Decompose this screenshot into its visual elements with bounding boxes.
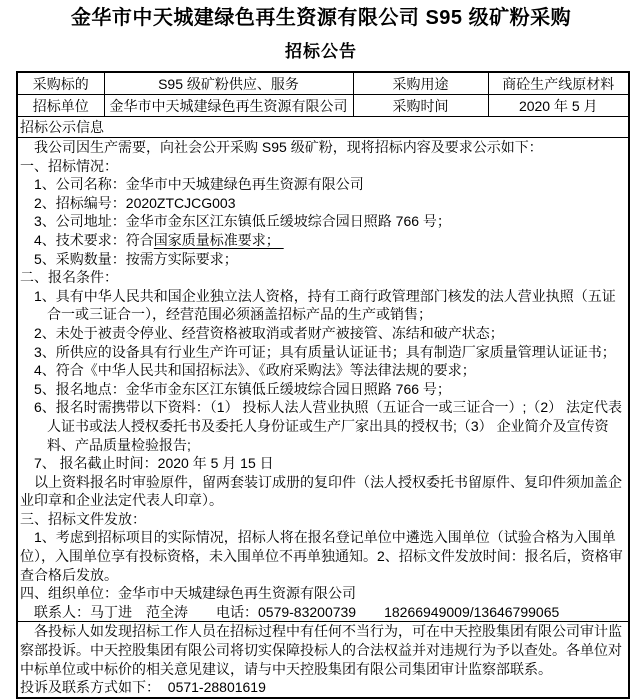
procurement-purpose-value: 商砼生产线原材料 (488, 72, 629, 95)
procurement-time-value: 2020 年 5 月 (488, 95, 629, 117)
section-2-heading: 二、报名条件： (20, 269, 118, 286)
purchase-quantity-item: 5、采购数量：按需方实际要求； (34, 250, 238, 267)
bid-number-item: 2、招标编号：2020ZTCJCG003 (34, 194, 236, 211)
table-row-bidding-unit (17, 95, 629, 117)
signup-deadline-item: 7、 报名截止时间：2020 年 5 月 15 日 (34, 455, 274, 472)
document-issuance-paragraph: 1、考虑到招标项目的实际情况，招标人将在报名登记单位中遴选入围单位（试验合格为入围单位），入围单位享有投标资格，未入围单位不再单独通知。2、招标文件发放时间：报名后，资格审查合格后发放。 (20, 529, 623, 583)
bidding-unit-value: 金华市中天城建绿色再生资源有限公司 (104, 95, 353, 117)
table-row-section-header (17, 117, 629, 138)
document-subtitle: 招标公告 (285, 42, 357, 61)
procurement-time-label: 采购时间 (353, 95, 488, 117)
announcement-body (17, 138, 629, 622)
table-row-announcement-body (17, 138, 629, 622)
announcement-section-header: 招标公示信息 (17, 117, 629, 138)
complaint-paragraph: 各投标人如发现招标工作人员在招标过程中有任何不当行为，可在中天控股集团有限公司审计监察部投诉。中天控股集团有限公司将切实保障投标人的合法权益并对违规行为予以查处。各单位对中标单位或中标价的相关意见建议，请与中天控股集团有限公司集团审计监察部联系。 (20, 623, 622, 677)
intro-paragraph: 我公司因生产需要，向社会公开采购 S95 级矿粉，现将招标内容及要求公示如下： (34, 139, 543, 155)
procurement-purpose-label: 采购用途 (353, 72, 488, 95)
condition-1-item: 1、具有中华人民共和国企业独立法人资格，持有工商行政管理部门核发的法人营业执照（五证合一或三证合一），经营范围必须涵盖招标产品的生产或销售； (34, 287, 616, 323)
complaint-section (17, 622, 629, 698)
condition-4-item: 4、符合《中华人民共和国招标法》、《政府采购法》等法律法规的要求； (34, 362, 476, 379)
company-name-item: 1、公司名称：金华市中天城建绿色再生资源有限公司 (34, 176, 364, 193)
procurement-subject-value: S95 级矿粉供应、服务 (104, 72, 353, 95)
signup-materials-item: 6、报名时需携带以下资料：（1） 投标人法人营业执照（五证合一或三证合一）;（2） 法定代表人证书或法人授权委托书及委托人身份证或生产厂家出具的授权书;（3） 企业简介及宣传资料、产品质量检验报告; (34, 399, 623, 453)
section-4-heading: 四、组织单位：金华市中天城建绿色再生资源有限公司 (20, 585, 356, 602)
section-3-heading: 三、招标文件发放： (20, 510, 146, 527)
procurement-subject-label: 采购标的 (17, 72, 104, 95)
condition-3-item: 3、所供应的设备具有行业生产许可证；具有质量认证证书；具有制造厂家质量管理认证证书； (34, 343, 616, 360)
contact-line: 联系人：马丁进 范全涛 电话：0579-83200739 18266949009/13646799065 (34, 603, 560, 620)
table-row-subject (17, 72, 629, 95)
bidding-unit-label: 招标单位 (17, 95, 104, 117)
table-row-complaint (17, 622, 629, 698)
technical-requirement-item: 4、技术要求：符合国家质量标准要求； (34, 231, 284, 248)
company-address-item: 3、公司地址：金华市金东区江东镇低丘缓坡综合园日照路 766 号； (34, 213, 451, 230)
condition-2-item: 2、未处于被责令停业、经营资格被取消或者财产被接管、冻结和破产状态； (34, 324, 504, 341)
document-title: 金华市中天城建绿色再生资源有限公司 S95 级矿粉采购 (70, 7, 572, 29)
materials-note-paragraph: 以上资料报名时审验原件，留两套装订成册的复印件（法人授权委托书留原件、复印件须加盖企业印章和企业法定代表人印章）。 (20, 473, 622, 509)
complaint-contact-line: 投诉及联系方式如下： 0571-28801619 (20, 679, 266, 696)
bid-info-table (16, 71, 630, 699)
section-1-heading: 一、招标情况： (20, 157, 118, 174)
signup-location-item: 5、报名地点：金华市金东区江东镇低丘缓坡综合园日照路 766 号； (34, 380, 451, 397)
